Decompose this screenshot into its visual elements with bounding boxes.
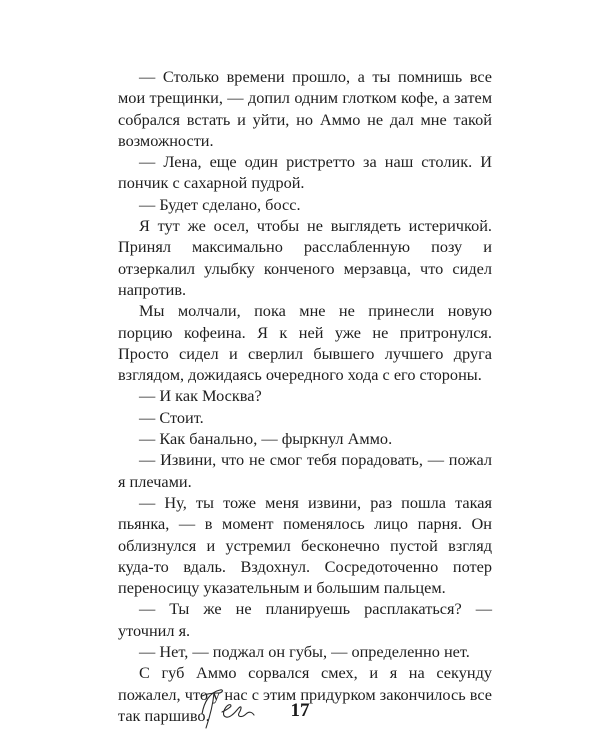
body-text [118,66,492,726]
paragraph-5: Мы молчали, пока мне не принесли новую порцию кофеина. Я к ней уже не притронулся. Просто сидел и сверлил бывшего лучшего друга взглядом, дожидаясь очередного хода с его стороны. [118,301,492,385]
paragraph-11: — Ты же не планируешь расплакаться? — уточнил я. [118,599,492,640]
paragraph-4: Я тут же осел, чтобы не выглядеть истеричкой. Принял максимально расслабленную позу и отзеркалил улыбку конченого мерзавца, что сидел напротив. [118,216,492,299]
paragraph-13: С губ Аммо сорвался смех, и я на секунду пожалел, что у нас с этим придурком закончилось все так паршиво. [118,663,492,725]
paragraph-6: — И как Москва? [139,386,262,406]
paragraph-1: — Столько времени прошло, а ты помнишь все мои трещинки, — допил одним глотком кофе, а затем собрался встать и уйти, но Аммо не дал мне такой возможности. [118,67,492,150]
paragraph-7: — Стоит. [139,407,204,427]
paragraph-12: — Нет, — поджал он губы, — определенно нет. [139,642,470,662]
paragraph-3: — Будет сделано, босс. [139,194,301,214]
paragraph-2: — Лена, еще один ристретто за наш столик. И пончик с сахарной пудрой. [118,152,492,193]
handwritten-signature [196,684,266,734]
page-number: 17 [290,700,310,721]
paragraph-10: — Ну, ты тоже меня извини, раз пошла такая пьянка, — в момент поменялось лицо парня. Он облизнулся и устремил бесконечно пустой взгляд куда-то вдаль. Вздохнул. Сосредоточенно потер переносицу указательным и большим пальцем. [118,492,492,598]
paragraph-8: — Как банально, — фыркнул Аммо. [139,429,393,449]
paragraph-9: — Извини, что не смог тебя порадовать, — пожал я плечами. [118,450,492,491]
